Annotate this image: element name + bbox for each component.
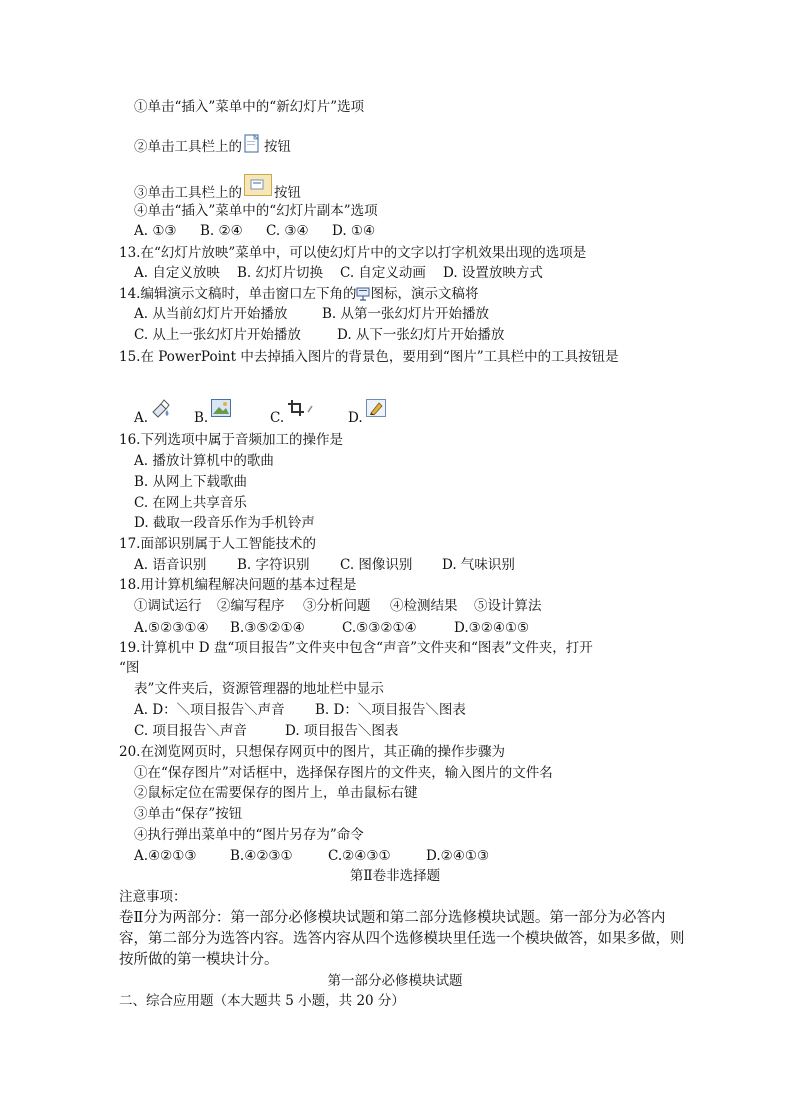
q12-choice-c: C. ③④ xyxy=(266,223,309,239)
q18-choice-d: D.③②④①⑤ xyxy=(454,620,530,636)
q13-choice-c: C. 自定义动画 xyxy=(340,265,426,281)
q15-label-b: B. xyxy=(194,410,209,426)
q17-choice-d: D. 气味识别 xyxy=(442,557,515,573)
q12-option-3 xyxy=(134,174,301,202)
crop-icon xyxy=(286,398,316,423)
q18-steps xyxy=(134,598,542,615)
q16-choice-a: A. 播放计算机中的歌曲 xyxy=(134,453,274,469)
q14-stem xyxy=(119,286,478,306)
recolor-picture-icon xyxy=(365,398,387,423)
q14-choice-a: A. 从当前幻灯片开始播放 xyxy=(134,306,288,322)
q14-choice-d: D. 从下一张幻灯片开始播放 xyxy=(337,327,505,343)
q20-choice-d: D.②④①③ xyxy=(426,848,490,864)
q14-choices-row-2 xyxy=(134,327,504,344)
q12-choice-d: D. ①④ xyxy=(332,223,376,239)
q19-choice-a: A. D：＼项目报告＼声音 xyxy=(134,702,285,718)
q20-step-3: ③单击“保存”按钮 xyxy=(134,806,243,822)
q15-choices xyxy=(134,398,389,424)
q12-choice-b: B. ②④ xyxy=(200,223,243,239)
notes-line-3: 按所做的第一模块计分。 xyxy=(119,952,279,968)
q12-option-3-suffix: 按钮 xyxy=(274,185,301,201)
q16-choice-b: B. 从网上下载歌曲 xyxy=(134,474,248,490)
q15-choice-a xyxy=(134,398,194,427)
q15-choice-d xyxy=(348,398,389,427)
q12-option-1: ①单击“插入”菜单中的“新幻灯片”选项 xyxy=(134,99,365,115)
q13-stem: 13.在“幻灯片放映”菜单中，可以使幻灯片中的文字以打字机效果出现的选项是 xyxy=(119,245,587,261)
q20-choices xyxy=(134,848,489,865)
q14-choice-c: C. 从上一张幻灯片开始播放 xyxy=(134,327,301,343)
q12-option-2-text: ②单击工具栏上的 xyxy=(134,139,242,155)
section-title: 第一部分必修模块试题 xyxy=(327,973,463,989)
q19-choice-c: C. 项目报告＼声音 xyxy=(134,723,247,739)
q12-choices xyxy=(134,223,375,240)
slide-design-icon xyxy=(244,174,272,201)
q15-choice-c xyxy=(270,398,348,427)
q14-choices-row-1 xyxy=(134,306,489,323)
part2-title: 第Ⅱ卷非选择题 xyxy=(349,868,441,884)
q20-choice-a: A.④②①③ xyxy=(134,848,197,864)
q20-choice-b: B.④②③① xyxy=(230,848,293,864)
q18-choice-b: B.③⑤②①④ xyxy=(230,620,305,636)
q18-choices xyxy=(134,620,529,637)
q20-step-1: ①在“保存图片”对话框中，选择保存图片的文件夹，输入图片的文件名 xyxy=(134,765,553,781)
section-heading: 二、综合应用题（本大题共 5 小题，共 20 分） xyxy=(119,993,405,1009)
q19-choices-row-1 xyxy=(134,702,466,719)
q19-stem-line-1: 19.计算机中 D 盘“项目报告”文件夹中包含“声音”文件夹和“图表”文件夹，打开 xyxy=(119,640,593,656)
q15-choice-b xyxy=(194,398,270,427)
q15-label-d: D. xyxy=(348,410,363,426)
q14-stem-text: 14.编辑演示文稿时，单击窗口左下角的 xyxy=(119,286,357,302)
q15-label-c: C. xyxy=(270,410,285,426)
q19-choice-d: D. 项目报告＼图表 xyxy=(285,723,399,739)
q15-stem: 15.在 PowerPoint 中去掉插入图片的背景色，要用到“图片”工具栏中的工具按钮是 xyxy=(119,349,619,365)
q19-stem-line-2: “图 xyxy=(119,660,140,676)
q16-stem: 16.下列选项中属于音频加工的操作是 xyxy=(119,432,343,448)
q18-step-2: ②编写程序 xyxy=(217,598,285,614)
notes-line-2: 容，第二部分为选答内容。选答内容从四个选修模块里任选一个模块做答，如果多做，则 xyxy=(119,931,685,947)
q12-option-3-text: ③单击工具栏上的 xyxy=(134,185,242,201)
q14-stem-suffix: 图标，演示文稿将 xyxy=(370,286,479,302)
new-slide-icon xyxy=(244,134,262,159)
q17-choices xyxy=(134,557,515,574)
q13-choices xyxy=(134,265,543,282)
q20-choice-c: C.②④③① xyxy=(328,848,391,864)
q18-step-3: ③分析问题 xyxy=(303,598,371,614)
q12-choice-a: A. ①③ xyxy=(134,223,177,239)
q18-choice-a: A.⑤②③①④ xyxy=(134,620,209,636)
notes-line-1: 卷Ⅱ分为两部分：第一部分必修模块试题和第二部分选修模块试题。第一部分为必答内 xyxy=(119,910,666,926)
q12-option-2 xyxy=(134,134,291,159)
q15-label-a: A. xyxy=(134,410,149,426)
q19-choice-b: B. D：＼项目报告＼图表 xyxy=(315,702,466,718)
q17-stem: 17.面部识别属于人工智能技术的 xyxy=(119,536,316,552)
q16-choice-d: D. 截取一段音乐作为手机铃声 xyxy=(134,515,315,531)
picture-format-icon xyxy=(210,398,232,423)
q18-step-5: ⑤设计算法 xyxy=(474,598,542,614)
q17-choice-a: A. 语音识别 xyxy=(134,557,207,573)
q14-choice-b: B. 从第一张幻灯片开始播放 xyxy=(322,306,490,322)
q13-choice-b: B. 幻灯片切换 xyxy=(237,265,324,281)
q13-choice-d: D. 设置放映方式 xyxy=(443,265,543,281)
q17-choice-b: B. 字符识别 xyxy=(237,557,310,573)
q13-choice-a: A. 自定义放映 xyxy=(134,265,220,281)
slideshow-icon xyxy=(356,287,370,306)
q20-stem: 20.在浏览网页时，只想保存网页中的图片，其正确的操作步骤为 xyxy=(119,744,505,760)
q18-choice-c: C.⑤③②①④ xyxy=(342,620,417,636)
set-transparent-color-icon xyxy=(150,398,172,423)
q12-option-2-suffix: 按钮 xyxy=(264,139,291,155)
q20-step-2: ②鼠标定位在需要保存的图片上，单击鼠标右键 xyxy=(134,785,418,801)
q16-choice-c: C. 在网上共享音乐 xyxy=(134,495,247,511)
q18-step-1: ①调试运行 xyxy=(134,598,202,614)
q18-stem: 18.用计算机编程解决问题的基本过程是 xyxy=(119,577,357,593)
q19-choices-row-2 xyxy=(134,723,398,740)
q20-step-4: ④执行弹出菜单中的“图片另存为”命令 xyxy=(134,827,364,843)
q12-option-4: ④单击“插入”菜单中的“幻灯片副本”选项 xyxy=(134,203,378,219)
q18-step-4: ④检测结果 xyxy=(390,598,458,614)
notes-title: 注意事项： xyxy=(119,889,187,905)
q17-choice-c: C. 图像识别 xyxy=(340,557,413,573)
q19-stem-line-3: 表”文件夹后，资源管理器的地址栏中显示 xyxy=(134,681,384,697)
